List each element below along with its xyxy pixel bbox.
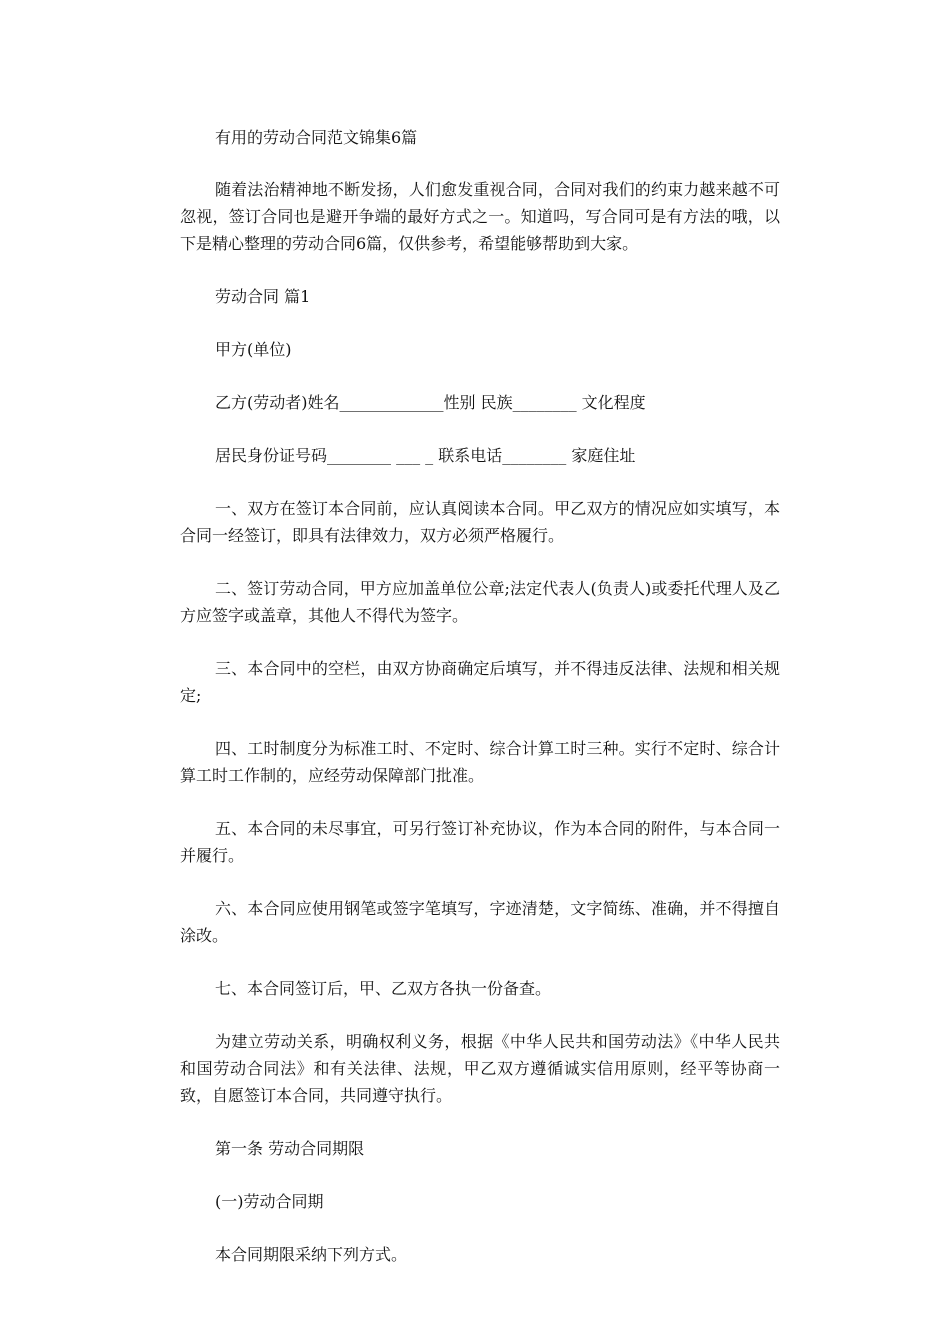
- document-title: 有用的劳动合同范文锦集6篇: [215, 128, 418, 147]
- section-heading: 劳动合同 篇1: [215, 287, 311, 306]
- preamble-paragraph: 为建立劳动关系，明确权利义务，根据《中华人民共和国劳动法》《中华人民共和国劳动合同法》和有关法律、法规，甲乙双方遵循诚实信用原则，经平等协商一致，自愿签订本合同，共同遵守执行。: [180, 1032, 780, 1105]
- paragraph: 二、签订劳动合同，甲方应加盖单位公章;法定代表人(负责人)或委托代理人及乙方应签字或盖章，其他人不得代为签字。: [180, 579, 780, 625]
- party-a-line: 甲方(单位): [215, 340, 292, 359]
- paragraph: 七、本合同签订后，甲、乙双方各执一份备查。: [215, 979, 552, 998]
- paragraph: 三、本合同中的空栏，由双方协商确定后填写，并不得违反法律、法规和相关规定;: [180, 659, 780, 705]
- paragraph: 本合同期限采纳下列方式。: [215, 1245, 408, 1264]
- article-heading: 第一条 劳动合同期限: [215, 1139, 365, 1158]
- id-contact-line: 居民身份证号码________ ___ _ 联系电话________ 家庭住址: [215, 446, 636, 465]
- paragraph: 六、本合同应使用钢笔或签字笔填写，字迹清楚，文字简练、准确，并不得擅自涂改。: [180, 899, 780, 945]
- paragraph: 五、本合同的未尽事宜，可另行签订补充协议，作为本合同的附件，与本合同一并履行。: [180, 819, 780, 865]
- document-body: [180, 124, 780, 1294]
- party-b-line: 乙方(劳动者)姓名_____________性别 民族________ 文化程度: [215, 393, 646, 412]
- paragraph: 一、双方在签订本合同前，应认真阅读本合同。甲乙双方的情况应如实填写，本合同一经签订，即具有法律效力，双方必须严格履行。: [180, 499, 780, 545]
- subsection-heading: (一)劳动合同期: [215, 1192, 324, 1211]
- paragraph: 四、工时制度分为标准工时、不定时、综合计算工时三种。实行不定时、综合计算工时工作制的，应经劳动保障部门批准。: [180, 739, 780, 785]
- intro-paragraph: 随着法治精神地不断发扬，人们愈发重视合同，合同对我们的约束力越来越不可忽视，签订合同也是避开争端的最好方式之一。知道吗，写合同可是有方法的哦，以下是精心整理的劳动合同6篇，仅供参考，希望能够帮助到大家。: [180, 180, 780, 253]
